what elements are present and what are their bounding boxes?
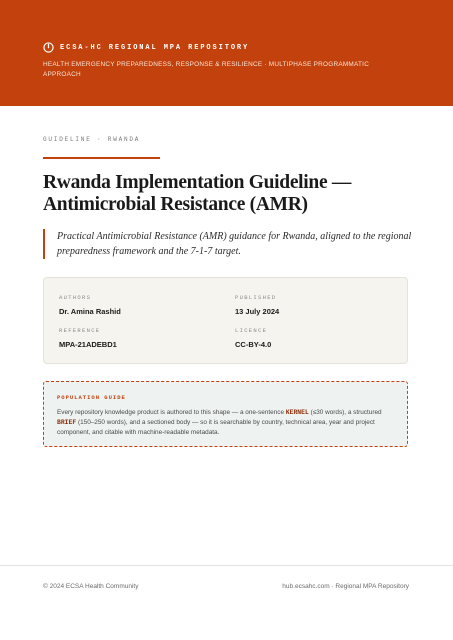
meta-licence-label: LICENCE [235,327,268,334]
meta-licence [235,327,271,349]
meta-reference [59,327,117,349]
brand[interactable] [43,42,249,53]
power-icon [43,42,54,53]
meta-published-value: 13 July 2024 [235,307,280,316]
population-guide [43,381,408,447]
guide-text-part: (150–250 words), and a sectioned body — so it is searchable by country, technical area, year and project component, and citable with machine-readable metadata. [57,419,375,436]
meta-published-label: PUBLISHED [235,294,277,301]
footer-copyright: © 2024 ECSA Health Community [43,583,139,590]
document-lede: Practical Antimicrobial Resistance (AMR) guidance for Rwanda, aligned to the regional preparedness framework and the 7-1-7 target. [43,229,417,259]
meta-authors-value: Dr. Amina Rashid [59,307,121,316]
accent-divider [43,157,160,159]
meta-licence-value: CC-BY-4.0 [235,340,272,349]
footer-divider [0,565,453,566]
brief-keyword: BRIEF [57,419,77,426]
guide-text-part: Every repository knowledge product is authored to this shape — a one-sentence [57,409,286,416]
population-guide-text [57,408,394,438]
page-title: Rwanda Implementation Guideline — Antimicrobial Resistance (AMR) [43,172,352,215]
meta-reference-label: REFERENCE [59,327,101,334]
brand-name: ECSA-HC REGIONAL MPA REPOSITORY [60,43,250,52]
meta-authors-label: AUTHORS [59,294,92,301]
footer-site-link[interactable]: hub.ecsahc.com · Regional MPA Repository [282,583,409,590]
site-header [0,0,453,106]
header-subtitle: HEALTH EMERGENCY PREPAREDNESS, RESPONSE & RESILIENCE · MULTIPHASE PROGRAMMATIC APPROACH [43,61,370,78]
meta-authors [59,294,121,316]
meta-reference-value: MPA-21ADEBD1 [59,340,117,349]
metadata-card [43,277,408,364]
meta-published [235,294,279,316]
population-guide-label: POPULATION GUIDE [57,394,126,401]
guide-text-part: (≤30 words), a structured [308,409,382,416]
kernel-keyword: KERNEL [285,409,309,416]
document-category: GUIDELINE · RWANDA [43,136,141,143]
